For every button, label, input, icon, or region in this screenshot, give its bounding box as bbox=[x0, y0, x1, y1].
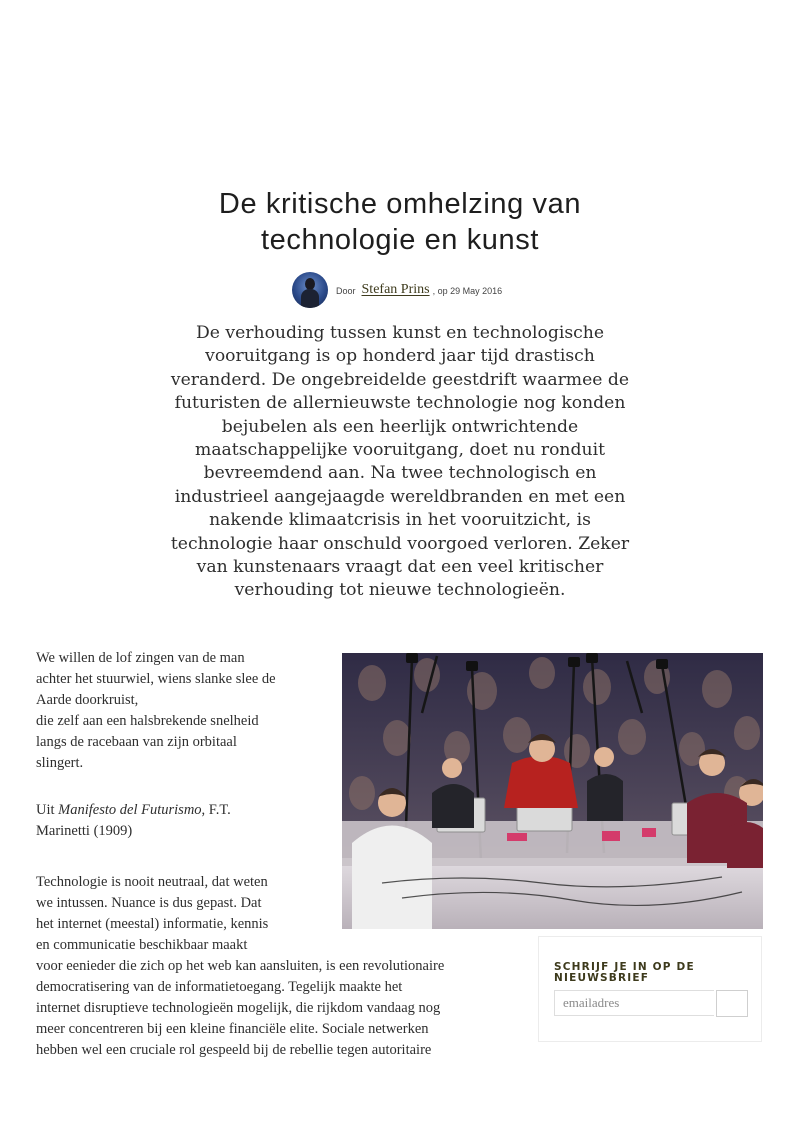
paragraph-line: we intussen. Nuance is dus gepast. Dat bbox=[36, 895, 262, 911]
article-photo bbox=[342, 653, 763, 929]
paragraph-line: meer concentreren bij een kleine financiële elite. Sociale netwerken bbox=[36, 1021, 429, 1037]
paragraph-line: Technologie is nooit neutraal, dat weten bbox=[36, 874, 268, 890]
newsletter-title-line-2: NIEUWSBRIEF bbox=[554, 972, 650, 984]
article-title-line-2: technologie en kunst bbox=[260, 224, 540, 256]
author-avatar[interactable] bbox=[292, 272, 328, 308]
paragraph-line: hebben wel een cruciale rol gespeeld bij de rebellie tegen autoritaire bbox=[36, 1042, 432, 1058]
source-prefix: Uit bbox=[36, 802, 59, 818]
lead-line: technologie haar onschuld voorgoed verloren. Zeker bbox=[170, 533, 630, 554]
quote-source bbox=[36, 800, 326, 842]
lead-line: industrieel aangejaagde wereldbranden en met een bbox=[174, 486, 626, 507]
article-paragraph-2 bbox=[36, 956, 526, 1061]
paragraph-line: democratisering van de informatietoegang. Tegelijk maakte het bbox=[36, 979, 403, 995]
lead-line: verhouding tot nieuwe technologieën. bbox=[234, 580, 566, 601]
lead-line: van kunstenaars vraagt dat een veel kritischer bbox=[196, 557, 604, 578]
paragraph-line: het internet (meestal) informatie, kennis bbox=[36, 916, 269, 932]
quote-line: We willen de lof zingen van de man bbox=[36, 650, 245, 666]
source-work-title: Manifesto del Futurismo bbox=[58, 802, 202, 818]
quote-line: langs de racebaan van zijn orbitaal bbox=[36, 734, 237, 750]
byline bbox=[292, 271, 502, 309]
lead-line: De verhouding tussen kunst en technologische bbox=[195, 323, 605, 343]
email-input[interactable] bbox=[554, 990, 714, 1016]
quote-line: Aarde doorkruist, bbox=[36, 692, 139, 708]
newsletter-signup bbox=[538, 936, 762, 1042]
paragraph-line: en communicatie beschikbaar maakt bbox=[36, 937, 248, 953]
avatar-torso-shape bbox=[301, 289, 319, 308]
lead-line: futuristen de allernieuwste technologie nog konden bbox=[174, 393, 626, 414]
lead-line: bevreemdend aan. Na twee technologisch en bbox=[203, 463, 597, 484]
publish-date: , op 29 May 2016 bbox=[432, 286, 503, 296]
author-link[interactable]: Stefan Prins bbox=[361, 282, 430, 297]
newsletter-submit-button[interactable] bbox=[716, 990, 748, 1017]
quote-line: die zelf aan een halsbrekende snelheid bbox=[36, 713, 259, 729]
newsletter-title bbox=[554, 962, 734, 984]
source-suffix: , F.T. bbox=[201, 802, 231, 818]
lead-line: bejubelen als een heerlijk ontwrichtende bbox=[221, 416, 579, 437]
source-author: Marinetti (1909) bbox=[36, 823, 133, 839]
article-title-line-1: De kritische omhelzing van bbox=[218, 188, 582, 220]
lead-line: vooruitgang is op honderd jaar tijd drastisch bbox=[205, 346, 595, 367]
lead-line: nakende klimaatcrisis in het vooruitzicht, is bbox=[209, 510, 591, 531]
lead-line: maatschappelijke vooruitgang, doet nu ronduit bbox=[195, 440, 605, 461]
byline-prefix: Door bbox=[336, 286, 356, 296]
lead-line: veranderd. De ongebreidelde geestdrift waarmee de bbox=[170, 369, 630, 390]
article-paragraph-1 bbox=[36, 872, 326, 956]
article-title bbox=[0, 186, 800, 258]
paragraph-line: voor eenieder die zich op het web kan aansluiten, is een revolutionaire bbox=[36, 958, 445, 974]
futurist-quote bbox=[36, 648, 326, 774]
paragraph-line: internet disruptieve technologieën mogelijk, die rijkdom vandaag nog bbox=[36, 1000, 441, 1016]
newsletter-title-line-1: SCHRIJF JE IN OP DE bbox=[554, 961, 695, 973]
quote-line: slingert. bbox=[36, 755, 84, 771]
performance-photo-illustration bbox=[342, 653, 763, 929]
article-lead bbox=[140, 322, 660, 603]
quote-line: achter het stuurwiel, wiens slanke slee de bbox=[36, 671, 276, 687]
